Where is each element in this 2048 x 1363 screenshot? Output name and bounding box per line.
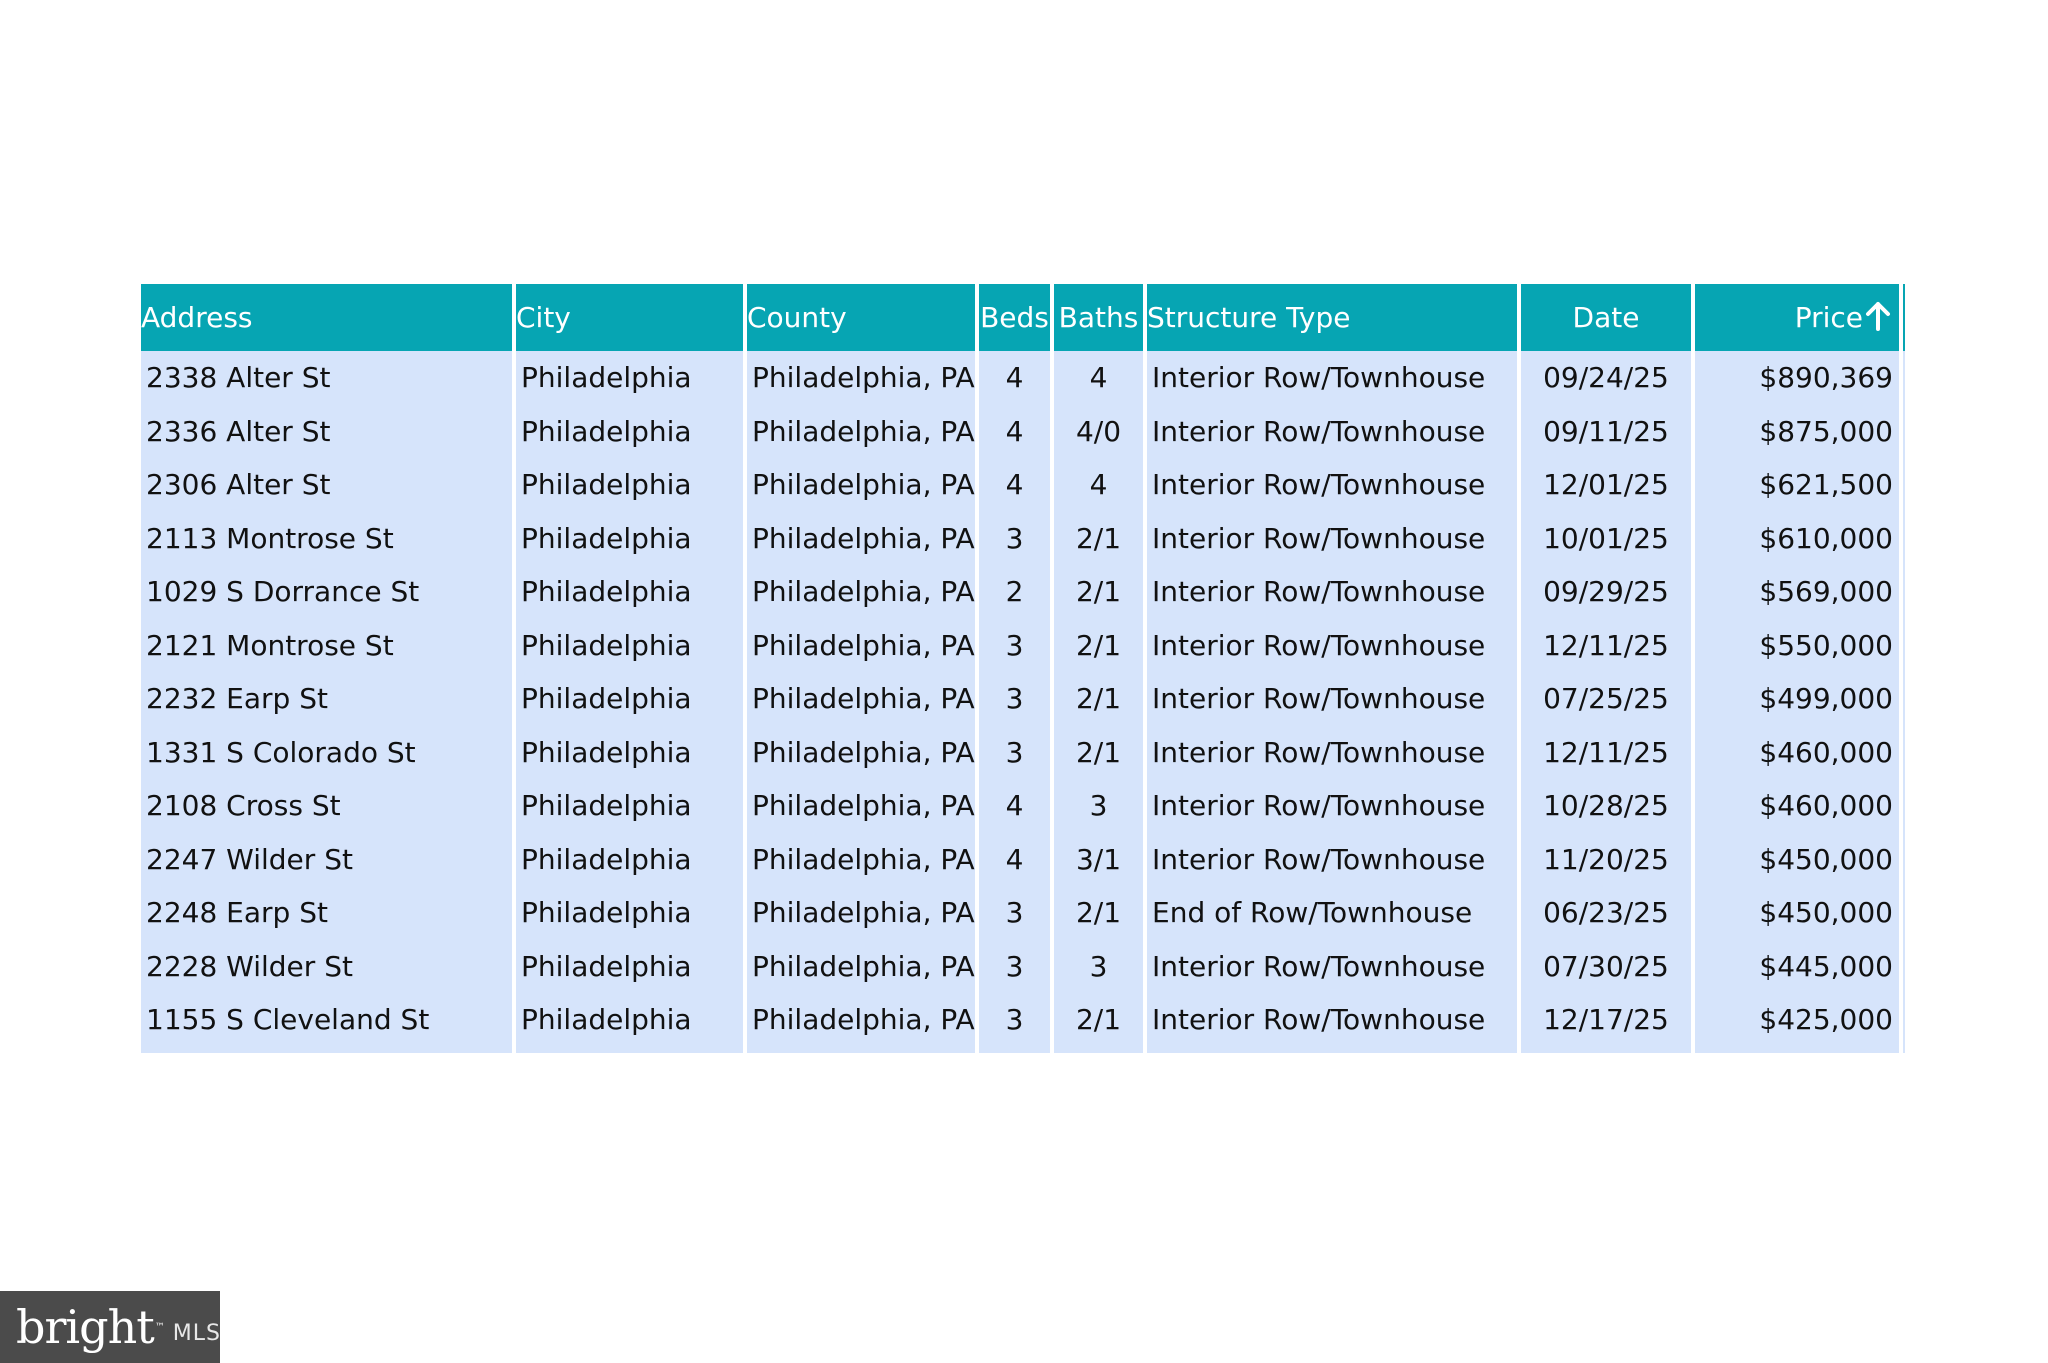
cell-date: 12/11/25	[1521, 619, 1691, 673]
cell-beds: 3	[979, 940, 1050, 994]
cell-price: $569,000	[1695, 565, 1899, 619]
cell-city: Philadelphia	[516, 512, 743, 566]
cell-structure: Interior Row/Townhouse	[1147, 940, 1517, 994]
row-edge	[1903, 833, 1905, 887]
cell-address: 2232 Earp St	[141, 672, 512, 726]
cell-beds: 4	[979, 351, 1050, 405]
cell-baths: 2/1	[1054, 619, 1143, 673]
row-edge	[1903, 405, 1905, 459]
cell-date: 07/25/25	[1521, 672, 1691, 726]
row-edge	[1903, 619, 1905, 673]
row-edge	[1903, 672, 1905, 726]
cell-baths: 4/0	[1054, 405, 1143, 459]
table-row[interactable]	[141, 405, 1905, 459]
cell-price: $610,000	[1695, 512, 1899, 566]
table-row[interactable]	[141, 512, 1905, 566]
row-edge	[1903, 886, 1905, 940]
cell-baths: 4	[1054, 351, 1143, 405]
cell-price: $621,500	[1695, 458, 1899, 512]
cell-city: Philadelphia	[516, 833, 743, 887]
cell-beds: 3	[979, 512, 1050, 566]
cell-structure: Interior Row/Townhouse	[1147, 512, 1517, 566]
cell-price: $460,000	[1695, 779, 1899, 833]
row-edge	[1903, 351, 1905, 405]
table-row[interactable]	[141, 779, 1905, 833]
cell-city: Philadelphia	[516, 779, 743, 833]
cell-baths: 2/1	[1054, 672, 1143, 726]
cell-city: Philadelphia	[516, 726, 743, 780]
cell-address: 1029 S Dorrance St	[141, 565, 512, 619]
cell-county: Philadelphia, PA	[747, 458, 975, 512]
row-edge	[1903, 726, 1905, 780]
column-header-beds[interactable]: Beds	[979, 284, 1050, 351]
table-row[interactable]	[141, 619, 1905, 673]
cell-price: $425,000	[1695, 993, 1899, 1053]
table-row[interactable]	[141, 351, 1905, 405]
table-row[interactable]	[141, 458, 1905, 512]
cell-county: Philadelphia, PA	[747, 619, 975, 673]
cell-date: 12/01/25	[1521, 458, 1691, 512]
cell-date: 07/30/25	[1521, 940, 1691, 994]
logo-suffix: MLS	[172, 1320, 221, 1346]
cell-structure: Interior Row/Townhouse	[1147, 993, 1517, 1053]
cell-county: Philadelphia, PA	[747, 886, 975, 940]
cell-price: $445,000	[1695, 940, 1899, 994]
cell-structure: Interior Row/Townhouse	[1147, 726, 1517, 780]
cell-date: 06/23/25	[1521, 886, 1691, 940]
cell-date: 10/28/25	[1521, 779, 1691, 833]
cell-county: Philadelphia, PA	[747, 351, 975, 405]
row-edge	[1903, 940, 1905, 994]
cell-date: 11/20/25	[1521, 833, 1691, 887]
cell-beds: 4	[979, 833, 1050, 887]
cell-beds: 3	[979, 726, 1050, 780]
cell-county: Philadelphia, PA	[747, 672, 975, 726]
cell-beds: 3	[979, 993, 1050, 1053]
cell-baths: 4	[1054, 458, 1143, 512]
logo-brand-text: bright	[16, 1300, 154, 1354]
cell-price: $450,000	[1695, 886, 1899, 940]
brightmls-logo	[0, 1291, 220, 1363]
cell-address: 2121 Montrose St	[141, 619, 512, 673]
table-row[interactable]	[141, 726, 1905, 780]
cell-city: Philadelphia	[516, 672, 743, 726]
column-header-address[interactable]: Address	[141, 284, 512, 351]
cell-county: Philadelphia, PA	[747, 512, 975, 566]
cell-structure: Interior Row/Townhouse	[1147, 779, 1517, 833]
table-body	[141, 351, 1905, 1053]
cell-city: Philadelphia	[516, 565, 743, 619]
header-row	[141, 284, 1905, 351]
cell-structure: Interior Row/Townhouse	[1147, 833, 1517, 887]
header-edge	[1903, 284, 1905, 351]
cell-price: $875,000	[1695, 405, 1899, 459]
cell-county: Philadelphia, PA	[747, 993, 975, 1053]
row-edge	[1903, 565, 1905, 619]
table-row[interactable]	[141, 833, 1905, 887]
cell-county: Philadelphia, PA	[747, 726, 975, 780]
cell-city: Philadelphia	[516, 458, 743, 512]
row-edge	[1903, 993, 1905, 1053]
column-header-county[interactable]: County	[747, 284, 975, 351]
cell-city: Philadelphia	[516, 619, 743, 673]
cell-address: 1331 S Colorado St	[141, 726, 512, 780]
cell-beds: 2	[979, 565, 1050, 619]
cell-city: Philadelphia	[516, 886, 743, 940]
logo-trademark: ™	[154, 1321, 165, 1333]
cell-date: 09/11/25	[1521, 405, 1691, 459]
cell-price: $450,000	[1695, 833, 1899, 887]
cell-county: Philadelphia, PA	[747, 833, 975, 887]
row-edge	[1903, 512, 1905, 566]
cell-date: 12/17/25	[1521, 993, 1691, 1053]
cell-city: Philadelphia	[516, 940, 743, 994]
cell-price: $460,000	[1695, 726, 1899, 780]
cell-price: $499,000	[1695, 672, 1899, 726]
cell-address: 2306 Alter St	[141, 458, 512, 512]
cell-structure: Interior Row/Townhouse	[1147, 619, 1517, 673]
cell-structure: Interior Row/Townhouse	[1147, 672, 1517, 726]
cell-beds: 4	[979, 458, 1050, 512]
listings-table-container	[141, 284, 1911, 1053]
cell-baths: 3	[1054, 779, 1143, 833]
cell-address: 1155 S Cleveland St	[141, 993, 512, 1053]
cell-structure: Interior Row/Townhouse	[1147, 458, 1517, 512]
cell-baths: 3/1	[1054, 833, 1143, 887]
cell-structure: Interior Row/Townhouse	[1147, 565, 1517, 619]
row-edge	[1903, 779, 1905, 833]
cell-baths: 2/1	[1054, 886, 1143, 940]
column-header-price-label: Price	[1794, 301, 1863, 334]
cell-price: $550,000	[1695, 619, 1899, 673]
cell-county: Philadelphia, PA	[747, 405, 975, 459]
cell-structure: Interior Row/Townhouse	[1147, 351, 1517, 405]
cell-city: Philadelphia	[516, 351, 743, 405]
cell-date: 09/24/25	[1521, 351, 1691, 405]
cell-address: 2247 Wilder St	[141, 833, 512, 887]
cell-county: Philadelphia, PA	[747, 940, 975, 994]
cell-county: Philadelphia, PA	[747, 565, 975, 619]
cell-address: 2113 Montrose St	[141, 512, 512, 566]
cell-date: 12/11/25	[1521, 726, 1691, 780]
cell-city: Philadelphia	[516, 405, 743, 459]
cell-city: Philadelphia	[516, 993, 743, 1053]
cell-address: 2338 Alter St	[141, 351, 512, 405]
column-header-date[interactable]: Date	[1521, 284, 1691, 351]
table-row[interactable]	[141, 672, 1905, 726]
cell-structure: End of Row/Townhouse	[1147, 886, 1517, 940]
cell-beds: 4	[979, 405, 1050, 459]
cell-beds: 3	[979, 619, 1050, 673]
cell-address: 2108 Cross St	[141, 779, 512, 833]
cell-baths: 3	[1054, 940, 1143, 994]
column-header-baths[interactable]: Baths	[1054, 284, 1143, 351]
cell-structure: Interior Row/Townhouse	[1147, 405, 1517, 459]
cell-baths: 2/1	[1054, 993, 1143, 1053]
table-row[interactable]	[141, 886, 1905, 940]
column-header-price[interactable]	[1695, 284, 1899, 351]
cell-address: 2336 Alter St	[141, 405, 512, 459]
column-header-structure-type[interactable]: Structure Type	[1147, 284, 1517, 351]
arrow-up-icon[interactable]	[1865, 301, 1891, 331]
cell-date: 10/01/25	[1521, 512, 1691, 566]
table-row[interactable]	[141, 565, 1905, 619]
table-row[interactable]	[141, 940, 1905, 994]
cell-baths: 2/1	[1054, 512, 1143, 566]
cell-price: $890,369	[1695, 351, 1899, 405]
row-edge	[1903, 458, 1905, 512]
cell-date: 09/29/25	[1521, 565, 1691, 619]
cell-address: 2228 Wilder St	[141, 940, 512, 994]
cell-baths: 2/1	[1054, 726, 1143, 780]
cell-beds: 4	[979, 779, 1050, 833]
cell-beds: 3	[979, 672, 1050, 726]
cell-county: Philadelphia, PA	[747, 779, 975, 833]
cell-beds: 3	[979, 886, 1050, 940]
column-header-city[interactable]: City	[516, 284, 743, 351]
cell-address: 2248 Earp St	[141, 886, 512, 940]
listings-table	[137, 284, 1909, 1053]
table-row[interactable]	[141, 993, 1905, 1053]
cell-baths: 2/1	[1054, 565, 1143, 619]
